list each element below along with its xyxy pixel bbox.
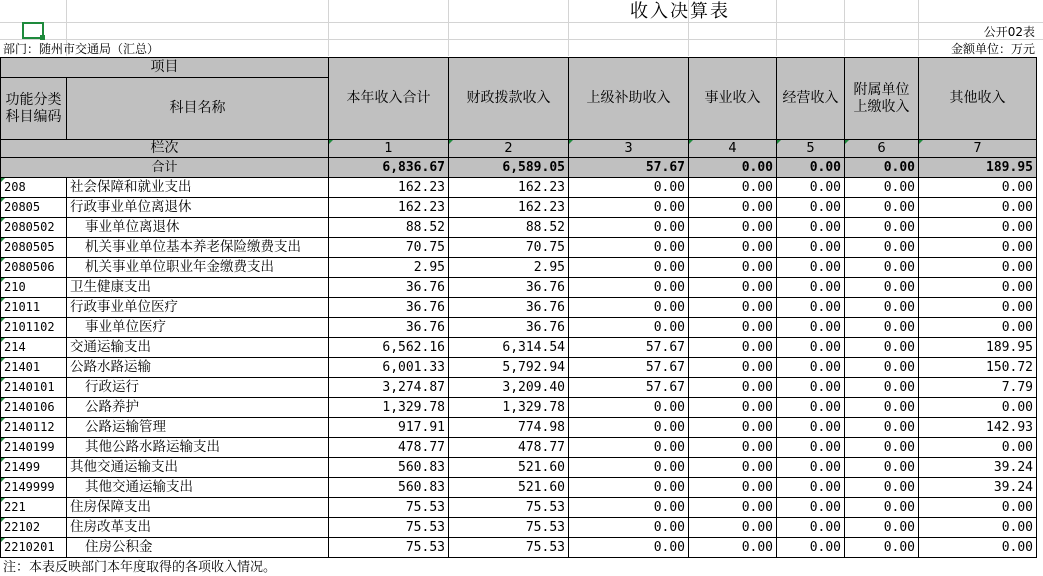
amount-cell[interactable]: 521.60 [449, 458, 569, 478]
amount-cell[interactable]: 0.00 [919, 518, 1037, 538]
amount-cell[interactable]: 0.00 [777, 358, 845, 378]
amount-cell[interactable]: 0.00 [777, 278, 845, 298]
amount-cell[interactable]: 0.00 [777, 378, 845, 398]
amount-cell[interactable]: 0.00 [569, 298, 689, 318]
subject-code-cell[interactable]: 2140112 [1, 418, 67, 438]
grid-col-line [448, 0, 449, 56]
header-item[interactable]: 项目 [1, 58, 329, 78]
subject-code-cell[interactable]: 2080505 [1, 238, 67, 258]
table-row [1, 358, 1037, 378]
header-col-operating[interactable]: 经营收入 [777, 58, 845, 140]
amount-cell[interactable]: 57.67 [569, 338, 689, 358]
total-value[interactable]: 189.95 [919, 158, 1037, 178]
amount-cell[interactable]: 0.00 [569, 258, 689, 278]
fill-handle[interactable] [40, 35, 45, 40]
col-number[interactable]: 1 [329, 140, 449, 158]
subject-name-cell[interactable]: 行政事业单位医疗 [67, 298, 329, 318]
amount-cell[interactable]: 162.23 [449, 178, 569, 198]
subject-name-cell[interactable]: 行政事业单位离退休 [67, 198, 329, 218]
amount-cell[interactable]: 0.00 [845, 538, 919, 558]
grid-col-line [328, 0, 329, 56]
amount-cell[interactable]: 0.00 [919, 298, 1037, 318]
amount-cell[interactable]: 0.00 [689, 478, 777, 498]
amount-cell[interactable]: 0.00 [919, 538, 1037, 558]
amount-cell[interactable]: 0.00 [919, 218, 1037, 238]
subject-code-cell[interactable]: 21401 [1, 358, 67, 378]
amount-cell[interactable]: 0.00 [689, 498, 777, 518]
amount-cell[interactable]: 0.00 [689, 398, 777, 418]
table-row [1, 318, 1037, 338]
amount-cell[interactable]: 0.00 [777, 298, 845, 318]
amount-cell[interactable]: 162.23 [329, 198, 449, 218]
form-code: 公开02表 [983, 25, 1035, 39]
amount-cell[interactable]: 0.00 [777, 238, 845, 258]
amount-cell[interactable]: 0.00 [689, 278, 777, 298]
amount-cell[interactable]: 478.77 [329, 438, 449, 458]
amount-cell[interactable]: 36.76 [329, 298, 449, 318]
amount-cell[interactable]: 0.00 [689, 218, 777, 238]
amount-cell[interactable]: 0.00 [845, 378, 919, 398]
subject-name-cell[interactable]: 其他交通运输支出 [67, 458, 329, 478]
amount-cell[interactable]: 0.00 [777, 178, 845, 198]
amount-cell[interactable]: 774.98 [449, 418, 569, 438]
subject-code-cell[interactable]: 2140199 [1, 438, 67, 458]
subject-code-cell[interactable]: 2101102 [1, 318, 67, 338]
subject-name-cell[interactable]: 交通运输支出 [67, 338, 329, 358]
subject-code-cell[interactable]: 2149999 [1, 478, 67, 498]
department-label: 部门：随州市交通局（汇总） [3, 42, 160, 56]
total-value[interactable]: 0.00 [777, 158, 845, 178]
amount-cell[interactable]: 70.75 [329, 238, 449, 258]
table-row [1, 278, 1037, 298]
amount-cell[interactable]: 5,792.94 [449, 358, 569, 378]
header-code[interactable]: 功能分类科目编码 [1, 78, 67, 140]
subject-code-cell[interactable]: 2080506 [1, 258, 67, 278]
amount-cell[interactable]: 75.53 [449, 518, 569, 538]
amount-cell[interactable]: 39.24 [919, 478, 1037, 498]
table-row [1, 478, 1037, 498]
subject-name-cell[interactable]: 公路养护 [67, 398, 329, 418]
subject-name-cell[interactable]: 机关事业单位基本养老保险缴费支出 [67, 238, 329, 258]
grid-row-line [0, 39, 1043, 40]
amount-cell[interactable]: 2.95 [329, 258, 449, 278]
amount-cell[interactable]: 1,329.78 [329, 398, 449, 418]
amount-cell[interactable]: 0.00 [777, 338, 845, 358]
amount-cell[interactable]: 57.67 [569, 378, 689, 398]
subject-name-cell[interactable]: 其他公路水路运输支出 [67, 438, 329, 458]
amount-cell[interactable]: 0.00 [919, 318, 1037, 338]
amount-cell[interactable]: 0.00 [777, 218, 845, 238]
total-value[interactable]: 0.00 [689, 158, 777, 178]
total-label[interactable]: 合计 [1, 158, 329, 178]
subject-name-cell[interactable]: 卫生健康支出 [67, 278, 329, 298]
amount-cell[interactable]: 75.53 [449, 498, 569, 518]
amount-cell[interactable]: 75.53 [449, 538, 569, 558]
col-number[interactable]: 7 [919, 140, 1037, 158]
subject-name-cell[interactable]: 住房改革支出 [67, 518, 329, 538]
amount-cell[interactable]: 0.00 [777, 258, 845, 278]
amount-cell[interactable]: 6,314.54 [449, 338, 569, 358]
amount-cell[interactable]: 0.00 [689, 358, 777, 378]
amount-cell[interactable]: 142.93 [919, 418, 1037, 438]
subject-name-cell[interactable]: 事业单位离退休 [67, 218, 329, 238]
income-table [0, 57, 1037, 558]
amount-cell[interactable]: 560.83 [329, 458, 449, 478]
table-row [1, 538, 1037, 558]
header-col-business[interactable]: 事业收入 [689, 58, 777, 140]
amount-cell[interactable]: 0.00 [777, 438, 845, 458]
header-col-affiliated[interactable]: 附属单位上缴收入 [845, 58, 919, 140]
total-value[interactable]: 57.67 [569, 158, 689, 178]
subject-code-cell[interactable]: 208 [1, 178, 67, 198]
amount-cell[interactable]: 0.00 [845, 518, 919, 538]
amount-cell[interactable]: 0.00 [919, 438, 1037, 458]
amount-cell[interactable]: 0.00 [689, 538, 777, 558]
amount-cell[interactable]: 560.83 [329, 478, 449, 498]
amount-cell[interactable]: 0.00 [689, 318, 777, 338]
grid-col-line [918, 0, 919, 56]
table-row [1, 498, 1037, 518]
total-value[interactable]: 0.00 [845, 158, 919, 178]
col-number[interactable]: 5 [777, 140, 845, 158]
amount-cell[interactable]: 0.00 [845, 318, 919, 338]
amount-cell[interactable]: 0.00 [777, 518, 845, 538]
amount-cell[interactable]: 0.00 [845, 458, 919, 478]
subject-code-cell[interactable]: 2140101 [1, 378, 67, 398]
subject-code-cell[interactable]: 21011 [1, 298, 67, 318]
table-row [1, 258, 1037, 278]
amount-cell[interactable]: 0.00 [777, 498, 845, 518]
amount-cell[interactable]: 0.00 [569, 458, 689, 478]
amount-cell[interactable]: 0.00 [845, 278, 919, 298]
footnote: 注：本表反映部门本年度取得的各项收入情况。 [3, 560, 277, 575]
table-row [1, 238, 1037, 258]
amount-cell[interactable]: 0.00 [845, 478, 919, 498]
amount-cell[interactable]: 478.77 [449, 438, 569, 458]
amount-cell[interactable]: 3,274.87 [329, 378, 449, 398]
subject-code-cell[interactable]: 214 [1, 338, 67, 358]
amount-cell[interactable]: 0.00 [569, 398, 689, 418]
col-number[interactable]: 6 [845, 140, 919, 158]
col-number[interactable]: 2 [449, 140, 569, 158]
amount-cell[interactable]: 0.00 [689, 418, 777, 438]
subject-name-cell[interactable]: 住房保障支出 [67, 498, 329, 518]
amount-cell[interactable]: 0.00 [845, 358, 919, 378]
header-col-row-label[interactable]: 栏次 [1, 140, 329, 158]
subject-name-cell[interactable]: 住房公积金 [67, 538, 329, 558]
amount-cell[interactable]: 0.00 [569, 438, 689, 458]
table-row [1, 458, 1037, 478]
amount-cell[interactable]: 36.76 [329, 278, 449, 298]
subject-name-cell[interactable]: 其他交通运输支出 [67, 478, 329, 498]
amount-cell[interactable]: 521.60 [449, 478, 569, 498]
amount-cell[interactable]: 0.00 [689, 178, 777, 198]
amount-cell[interactable]: 0.00 [569, 218, 689, 238]
header-col-other[interactable]: 其他收入 [919, 58, 1037, 140]
amount-cell[interactable]: 0.00 [569, 478, 689, 498]
amount-cell[interactable]: 57.67 [569, 358, 689, 378]
amount-cell[interactable]: 0.00 [845, 178, 919, 198]
table-row [1, 398, 1037, 418]
subject-code-cell[interactable]: 210 [1, 278, 67, 298]
table-row [1, 378, 1037, 398]
amount-cell[interactable]: 0.00 [569, 238, 689, 258]
amount-cell[interactable]: 0.00 [569, 418, 689, 438]
total-value[interactable]: 6,836.67 [329, 158, 449, 178]
subject-name-cell[interactable]: 事业单位医疗 [67, 318, 329, 338]
amount-cell[interactable]: 0.00 [845, 438, 919, 458]
subject-code-cell[interactable]: 20805 [1, 198, 67, 218]
table-row [1, 178, 1037, 198]
amount-cell[interactable]: 0.00 [689, 518, 777, 538]
amount-cell[interactable]: 0.00 [569, 198, 689, 218]
amount-cell[interactable]: 0.00 [777, 458, 845, 478]
total-row [1, 158, 1037, 178]
amount-cell[interactable]: 36.76 [449, 318, 569, 338]
col-number[interactable]: 4 [689, 140, 777, 158]
amount-cell[interactable]: 88.52 [449, 218, 569, 238]
amount-cell[interactable]: 0.00 [919, 278, 1037, 298]
header-col-superior-subsidy[interactable]: 上级补助收入 [569, 58, 689, 140]
amount-cell[interactable]: 0.00 [919, 198, 1037, 218]
amount-unit-label: 金额单位：万元 [950, 42, 1035, 56]
amount-cell[interactable]: 150.72 [919, 358, 1037, 378]
amount-cell[interactable]: 88.52 [329, 218, 449, 238]
table-row [1, 438, 1037, 458]
report-title: 收入决算表 [630, 1, 730, 22]
table-row [1, 218, 1037, 238]
amount-cell[interactable]: 1,329.78 [449, 398, 569, 418]
amount-cell[interactable]: 0.00 [689, 338, 777, 358]
table-row [1, 518, 1037, 538]
table-row [1, 198, 1037, 218]
amount-cell[interactable]: 162.23 [329, 178, 449, 198]
amount-cell[interactable]: 2.95 [449, 258, 569, 278]
amount-cell[interactable]: 0.00 [569, 318, 689, 338]
header-col-fiscal[interactable]: 财政拨款收入 [449, 58, 569, 140]
amount-cell[interactable]: 0.00 [919, 258, 1037, 278]
amount-cell[interactable]: 39.24 [919, 458, 1037, 478]
amount-cell[interactable]: 0.00 [777, 198, 845, 218]
amount-cell[interactable]: 75.53 [329, 498, 449, 518]
amount-cell[interactable]: 7.79 [919, 378, 1037, 398]
amount-cell[interactable]: 0.00 [845, 418, 919, 438]
subject-code-cell[interactable]: 2080502 [1, 218, 67, 238]
amount-cell[interactable]: 0.00 [777, 318, 845, 338]
amount-cell[interactable]: 0.00 [689, 298, 777, 318]
subject-code-cell[interactable]: 21499 [1, 458, 67, 478]
amount-cell[interactable]: 0.00 [569, 518, 689, 538]
amount-cell[interactable]: 0.00 [845, 238, 919, 258]
amount-cell[interactable]: 6,562.16 [329, 338, 449, 358]
amount-cell[interactable]: 0.00 [777, 398, 845, 418]
amount-cell[interactable]: 0.00 [689, 238, 777, 258]
amount-cell[interactable]: 36.76 [329, 318, 449, 338]
amount-cell[interactable]: 0.00 [845, 198, 919, 218]
subject-code-cell[interactable]: 2210201 [1, 538, 67, 558]
amount-cell[interactable]: 6,001.33 [329, 358, 449, 378]
amount-cell[interactable]: 36.76 [449, 278, 569, 298]
amount-cell[interactable]: 75.53 [329, 518, 449, 538]
amount-cell[interactable]: 70.75 [449, 238, 569, 258]
col-number[interactable]: 3 [569, 140, 689, 158]
amount-cell[interactable]: 162.23 [449, 198, 569, 218]
total-value[interactable]: 6,589.05 [449, 158, 569, 178]
amount-cell[interactable]: 0.00 [689, 378, 777, 398]
amount-cell[interactable]: 0.00 [569, 178, 689, 198]
header-name[interactable]: 科目名称 [67, 78, 329, 140]
subject-name-cell[interactable]: 公路运输管理 [67, 418, 329, 438]
amount-cell[interactable]: 75.53 [329, 538, 449, 558]
amount-cell[interactable]: 0.00 [569, 498, 689, 518]
amount-cell[interactable]: 36.76 [449, 298, 569, 318]
amount-cell[interactable]: 0.00 [845, 218, 919, 238]
subject-name-cell[interactable]: 机关事业单位职业年金缴费支出 [67, 258, 329, 278]
amount-cell[interactable]: 3,209.40 [449, 378, 569, 398]
subject-name-cell[interactable]: 公路水路运输 [67, 358, 329, 378]
amount-cell[interactable]: 0.00 [845, 498, 919, 518]
amount-cell[interactable]: 0.00 [845, 398, 919, 418]
amount-cell[interactable]: 0.00 [919, 238, 1037, 258]
amount-cell[interactable]: 0.00 [569, 278, 689, 298]
subject-code-cell[interactable]: 221 [1, 498, 67, 518]
amount-cell[interactable]: 0.00 [777, 418, 845, 438]
amount-cell[interactable]: 0.00 [845, 298, 919, 318]
amount-cell[interactable]: 0.00 [689, 458, 777, 478]
amount-cell[interactable]: 0.00 [845, 338, 919, 358]
table-row [1, 338, 1037, 358]
amount-cell[interactable]: 0.00 [777, 478, 845, 498]
amount-cell[interactable]: 189.95 [919, 338, 1037, 358]
amount-cell[interactable]: 0.00 [777, 538, 845, 558]
amount-cell[interactable]: 0.00 [569, 538, 689, 558]
amount-cell[interactable]: 0.00 [919, 178, 1037, 198]
subject-name-cell[interactable]: 社会保障和就业支出 [67, 178, 329, 198]
table-row [1, 298, 1037, 318]
subject-name-cell[interactable]: 行政运行 [67, 378, 329, 398]
subject-code-cell[interactable]: 2140106 [1, 398, 67, 418]
header-col-total[interactable]: 本年收入合计 [329, 58, 449, 140]
subject-code-cell[interactable]: 22102 [1, 518, 67, 538]
amount-cell[interactable]: 0.00 [845, 258, 919, 278]
table-row [1, 418, 1037, 438]
amount-cell[interactable]: 0.00 [919, 498, 1037, 518]
amount-cell[interactable]: 0.00 [689, 438, 777, 458]
amount-cell[interactable]: 0.00 [689, 258, 777, 278]
amount-cell[interactable]: 0.00 [919, 398, 1037, 418]
amount-cell[interactable]: 0.00 [689, 198, 777, 218]
amount-cell[interactable]: 917.91 [329, 418, 449, 438]
